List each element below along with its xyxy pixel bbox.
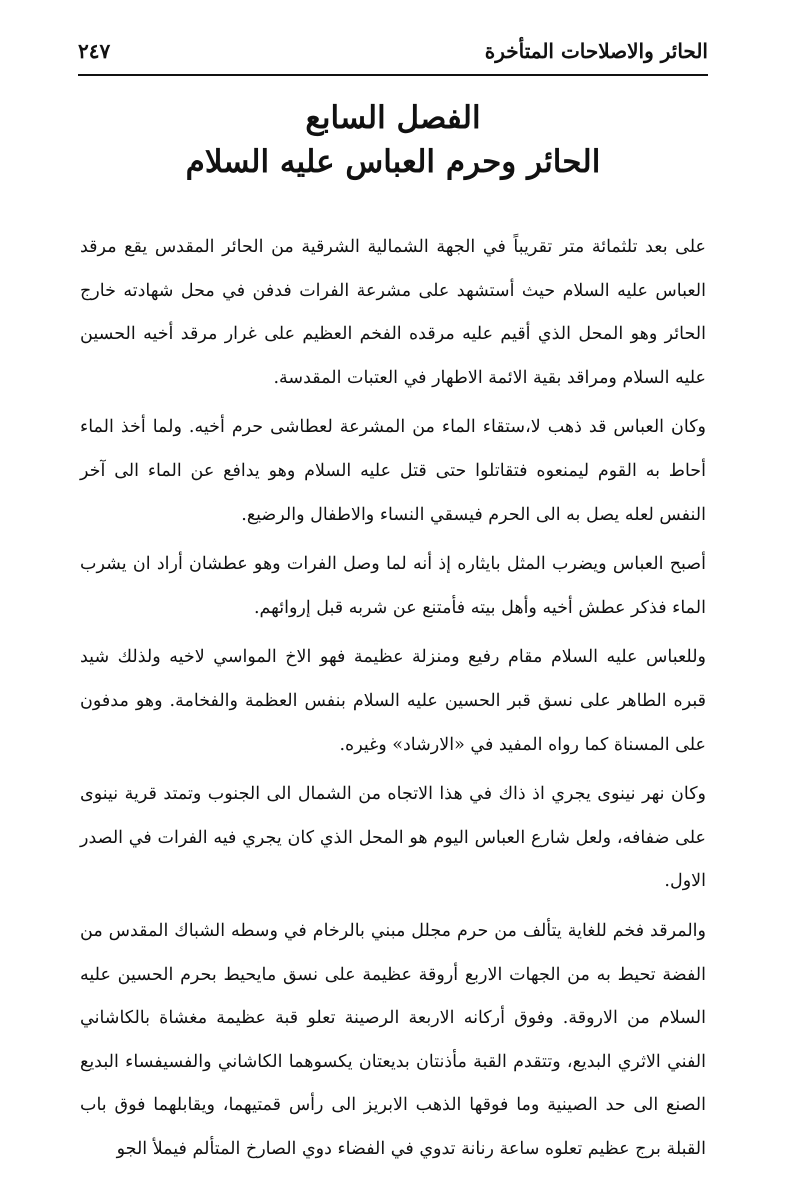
running-header	[78, 34, 708, 68]
paragraph: وكان العباس قد ذهب لا،ستقاء الماء من المشرعة لعطاشى حرم أخيه. ولما أخذ الماء أحاط به القوم ليمنعوه فتقاتلوا حتى قتل عليه السلام وهو يدافع عن الماء الى آخر النفس لعله يصل به الى الحرم فيسقي النساء والاطفال والرضيع.	[80, 417, 706, 525]
paragraph: والمرقد فخم للغاية يتألف من حرم مجلل مبني بالرخام في وسطه الشباك المقدس من الفضة تحيط به من الجهات الاربع أروقة عظيمة على نسق مايحيط بحرم الحسين عليه السلام من الاروقة. وفوق أركانه الاربعة الرصينة تعلو قبة عظيمة مغشاة بالكاشاني الفني الاثري البديع، وتتقدم القبة مأذنتان بديعتان يكسوهما الكاشاني والفسيفساء البديع الصنع الى حد الصينية وما فوقها الذهب الابريز الى رأس قمتيهما، ويقابلهما فوق باب القبلة برج عظيم تعلوه ساعة رنانة تدوي في الفضاء دوي الصارخ المتألم فيملأ الجو	[80, 920, 706, 1159]
page-number: ٢٤٧	[78, 39, 111, 63]
paragraph: وكان نهر نينوى يجري اذ ذاك في هذا الاتجاه من الشمال الى الجنوب وتمتد قرية نينوى على ضفافه، ولعل شارع العباس اليوم هو المحل الذي كان يجري فيه الفرات في الصدر الاول.	[80, 784, 706, 892]
paragraph: وللعباس عليه السلام مقام رفيع ومنزلة عظيمة فهو الاخ المواسي لاخيه ولذلك شيد قبره الطاهر على نسق قبر الحسين عليه السلام بنفس العظمة والفخامة. وهو مدفون على المسناة كما رواه المفيد في «الارشاد» وغيره.	[80, 647, 706, 755]
chapter-title: الفصل السابع	[305, 100, 481, 136]
body-text	[80, 226, 706, 1171]
chapter-subtitle: الحائر وحرم العباس عليه السلام	[185, 144, 601, 180]
header-divider	[78, 74, 708, 76]
running-title: الحائر والاصلاحات المتأخرة	[484, 39, 708, 63]
paragraph: على بعد تلثمائة متر تقريباً في الجهة الشمالية الشرقية من الحائر المقدس يقع مرقد العباس عليه السلام حيث أستشهد على مشرعة الفرات فدفن في محل شهادته خارج الحائر وهو المحل الذي أقيم عليه مرقده الفخم العظيم على غرار مرقد أخيه الحسين عليه السلام ومراقد بقية الائمة الاطهار في العتبات المقدسة.	[80, 237, 706, 388]
paragraph: أصبح العباس ويضرب المثل بايثاره إذ أنه لما وصل الفرات وهو عطشان أراد ان يشرب الماء فذكر عطش أخيه وأهل بيته فأمتنع عن شربه قبل إروائهم.	[80, 554, 707, 618]
